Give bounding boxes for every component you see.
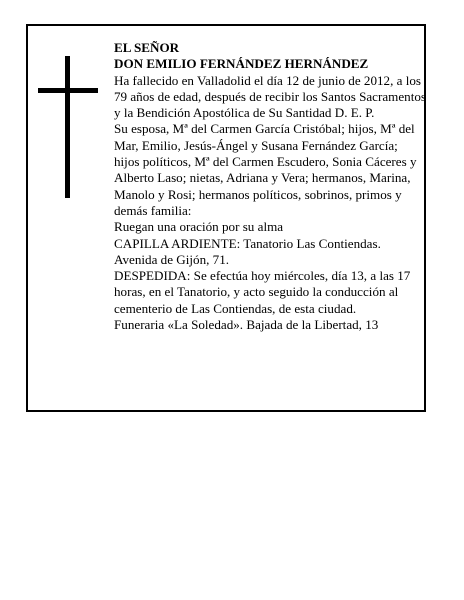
obituary-heading-title: EL SEÑOR <box>114 40 180 55</box>
obituary-family-list: Su esposa, Mª del Carmen García Cristóbal; hijos, Mª del Mar, Emilio, Jesús-Ángel y Susana Fernández García; hijos políticos, Mª del Carmen Escudero, Sonia Cáceres y Alberto Laso; nietas, Adriana y Vera; hermanos, Marina, Manolo y Rosi; hermanos políticos, sobrinos, primos y demás familia: <box>114 121 417 218</box>
obituary-funeral-home: Funeraria «La Soledad». Bajada de la Libertad, 13 <box>114 317 379 333</box>
obituary-notice-frame <box>26 24 426 412</box>
obituary-farewell-info: DESPEDIDA: Se efectúa hoy miércoles, día 13, a las 17 horas, en el Tanatorio, y acto seguido la conducción al cementerio de Las Contiendas, de esta ciudad. <box>114 268 411 316</box>
cross-horizontal-bar <box>38 88 98 93</box>
obituary-death-announcement: Ha fallecido en Valladolid el día 12 de junio de 2012, a los 79 años de edad, después de recibir los Santos Sacramentos y la Bendición Apostólica de Su Santidad D. E. P. <box>114 72 426 121</box>
obituary-text <box>114 40 426 333</box>
obituary-heading-name: DON EMILIO FERNÁNDEZ HERNÁNDEZ <box>114 56 369 72</box>
latin-cross-icon <box>38 56 98 198</box>
obituary-chapel-info: CAPILLA ARDIENTE: Tanatorio Las Contiendas. Avenida de Gijón, 71. <box>114 235 381 267</box>
obituary-prayer-request: Ruegan una oración por su alma <box>114 219 284 235</box>
cross-vertical-bar <box>65 56 70 198</box>
